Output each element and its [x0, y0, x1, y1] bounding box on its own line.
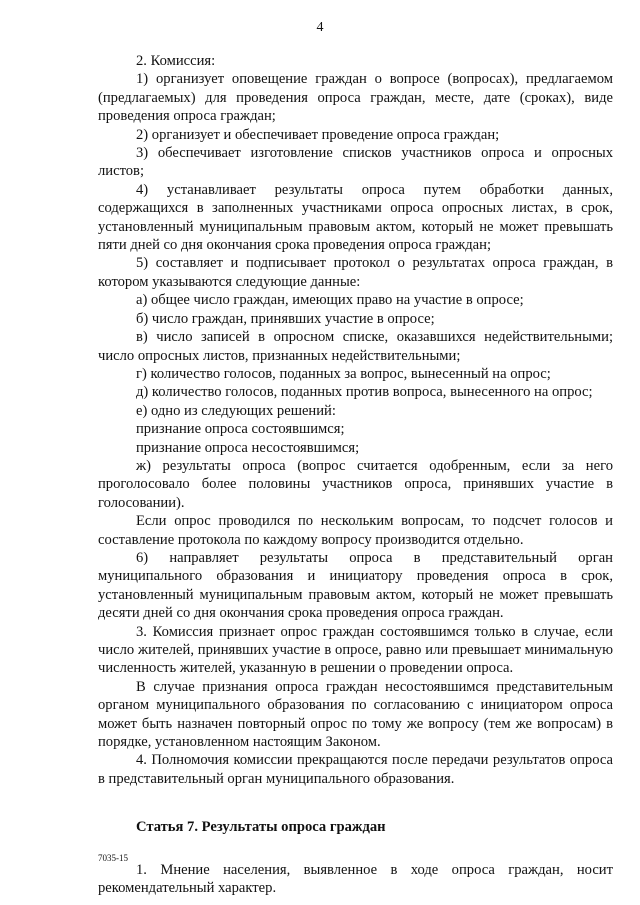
paragraph: в) число записей в опросном списке, оказавшихся недействительными; число опросных листов, признанных недействительными; — [98, 329, 613, 364]
paragraph: 6) направляет результаты опроса в представительный орган муниципального образования и инициатору проведения опроса в срок, установленный муниципальным правовым актом, который не может превышать десяти дней со дня окончания срока проведения опроса граждан. — [98, 549, 613, 622]
paragraph: 3) обеспечивает изготовление списков участников опроса и опросных листов; — [98, 145, 613, 180]
page-number: 4 — [316, 20, 324, 35]
paragraph: 4) устанавливает результаты опроса путем обработки данных, содержащихся в заполненных участниками опроса опросных листах, в срок, установленный муниципальным правовым актом, который не может превышать пяти дней со дня окончания срока проведения опроса граждан; — [98, 181, 613, 254]
paragraph: ж) результаты опроса (вопрос считается одобренным, если за него проголосовало более половины участников опроса, принявших участие в голосовании). — [98, 457, 613, 511]
paragraph: признание опроса состоявшимся; — [136, 421, 345, 438]
paragraph: признание опроса несостоявшимся; — [136, 439, 360, 456]
paragraph: 3. Комиссия признает опрос граждан состоявшимся только в случае, если число жителей, принявших участие в опросе, равно или превышает минимальную численность жителей, указанную в решении о проведении опроса. — [98, 623, 613, 677]
paragraph: В случае признания опроса граждан несостоявшимся представительным органом муниципального образования по согласованию с инициатором опроса может быть назначен повторный опрос по тому же вопросу (тем же вопросам) в порядке, установленном настоящим Законом. — [98, 678, 613, 751]
document-body — [98, 52, 613, 897]
paragraph: Если опрос проводился по нескольким вопросам, то подсчет голосов и составление протокола по каждому вопросу производится отдельно. — [98, 513, 613, 548]
paragraph: 5) составляет и подписывает протокол о результатах опроса граждан, в котором указываются следующие данные: — [98, 255, 613, 290]
paragraph: 2. Комиссия: — [136, 53, 216, 69]
paragraph: 1) организует оповещение граждан о вопросе (вопросах), предлагаемом (предлагаемых) для проведения опроса граждан, месте, дате (сроках), виде проведения опроса граждан; — [98, 71, 613, 125]
paragraph: г) количество голосов, поданных за вопрос, вынесенный на опрос; — [136, 365, 551, 382]
paragraph: д) количество голосов, поданных против вопроса, вынесенного на опрос; — [136, 384, 593, 401]
article-heading: Статья 7. Результаты опроса граждан — [136, 819, 386, 836]
paragraph: е) одно из следующих решений: — [136, 402, 336, 419]
paragraph: а) общее число граждан, имеющих право на участие в опросе; — [136, 292, 524, 309]
paragraph: 4. Полномочия комиссии прекращаются после передачи результатов опроса в представительный орган муниципального образования. — [98, 752, 613, 787]
paragraph: 2) организует и обеспечивает проведение опроса граждан; — [136, 126, 500, 143]
paragraph: б) число граждан, принявших участие в опросе; — [136, 310, 435, 327]
closing-paragraph: 1. Мнение населения, выявленное в ходе опроса граждан, носит рекомендательный характер. — [98, 861, 613, 897]
document-code: 7035-15 — [98, 853, 128, 863]
